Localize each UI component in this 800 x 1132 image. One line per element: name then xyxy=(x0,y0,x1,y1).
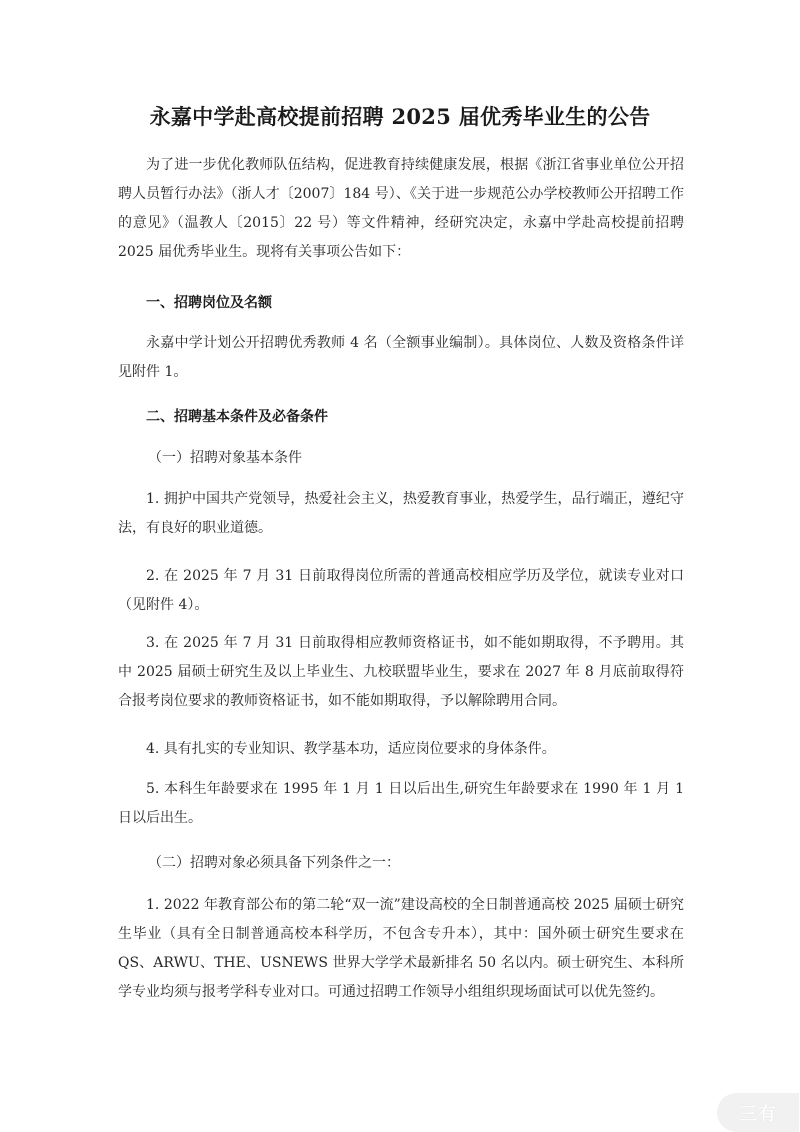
condition-item-1: 1. 拥护中国共产党领导，热爱社会主义，热爱教育事业，热爱学生，品行端正，遵纪守法，有良好的职业道德。 xyxy=(118,491,684,536)
condition-item-2: 2. 在 2025 年 7 月 31 日前取得岗位所需的普通高校相应学历及学位，就读专业对口（见附件 4）。 xyxy=(118,568,684,613)
condition-item-3: 3. 在 2025 年 7 月 31 日前取得相应教师资格证书，如不能如期取得，不予聘用。其中 2025 届硕士研究生及以上毕业生、九校联盟毕业生，要求在 2027 年 8 月底前取得符合报考岗位要求的教师资格证书，如不能如期取得，予以解除聘用合同。 xyxy=(118,635,684,709)
condition-item-5: 5. 本科生年龄要求在 1995 年 1 月 1 日以后出生,研究生年龄要求在 1990 年 1 月 1 日以后出生。 xyxy=(118,781,684,826)
section2-heading: 二、招聘基本条件及必备条件 xyxy=(146,409,328,425)
condition-item-4: 4. 具有扎实的专业知识、教学基本功，适应岗位要求的身体条件。 xyxy=(146,741,556,757)
intro-paragraph: 为了进一步优化教师队伍结构，促进教育持续健康发展，根据《浙江省事业单位公开招聘人员暂行办法》（浙人才〔2007〕184 号）、《关于进一步规范公办学校教师公开招聘工作的意见》（温教人〔2015〕22 号）等文件精神，经研究决定，永嘉中学赴高校提前招聘 2025 届优秀毕业生。现将有关事项公告如下： xyxy=(118,157,684,260)
section2-sub1-heading: （一）招聘对象基本条件 xyxy=(148,450,302,466)
section1-heading: 一、招聘岗位及名额 xyxy=(146,295,272,311)
watermark-text: 三有 xyxy=(739,1103,777,1125)
requirement-item-1: 1. 2022 年教育部公布的第二轮“双一流”建设高校的全日制普通高校 2025 届硕士研究生毕业（具有全日制普通高校本科学历，不包含专升本），其中：国外硕士研究生要求在 QS、ARWU、THE、USNEWS 世界大学学术最新排名 50 名以内。硕士研究生、本科所学专业均须与报考学科专业对口。可通过招聘工作领导小组组织现场面试可以优先签约。 xyxy=(118,897,684,1000)
watermark-logo xyxy=(717,1093,799,1132)
section2-sub2-heading: （二）招聘对象必须具备下列条件之一： xyxy=(148,855,400,871)
section1-paragraph: 永嘉中学计划公开招聘优秀教师 4 名（全额事业编制）。具体岗位、人数及资格条件详见附件 1。 xyxy=(118,335,684,380)
document-title: 永嘉中学赴高校提前招聘 2025 届优秀毕业生的公告 xyxy=(149,104,651,129)
